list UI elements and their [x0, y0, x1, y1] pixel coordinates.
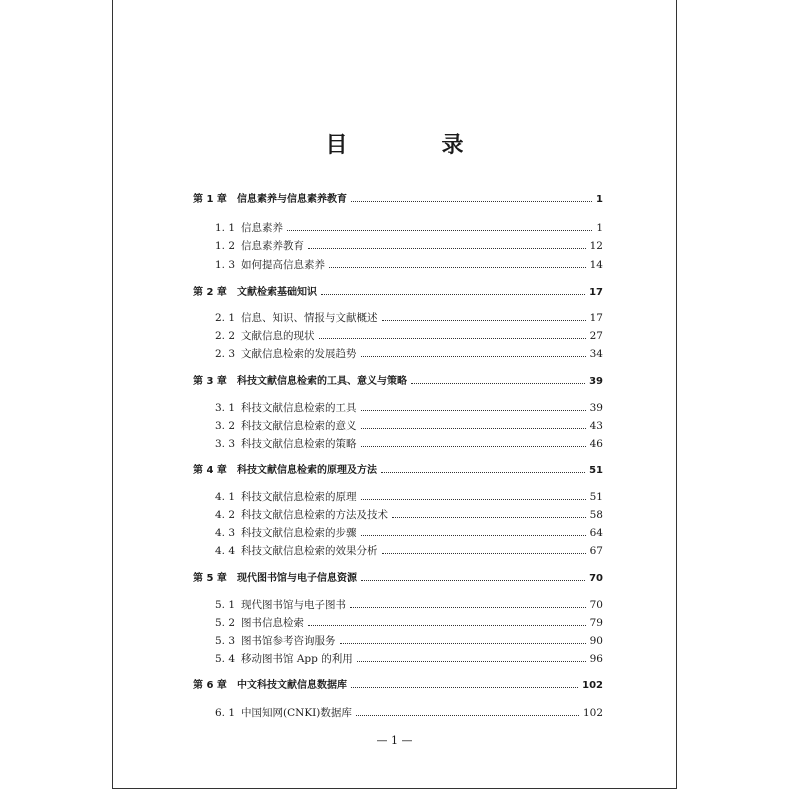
- entry-title: 信息素养教育: [241, 240, 304, 252]
- toc-section-entry: [215, 508, 603, 522]
- entry-page-number: 1: [596, 222, 603, 234]
- entry-title: 科技文献信息检索的策略: [241, 438, 357, 450]
- dot-leader: [361, 347, 586, 357]
- entry-title: 科技文献信息检索的步骤: [241, 527, 357, 539]
- dot-leader: [361, 571, 585, 581]
- entry-page-number: 17: [589, 312, 603, 324]
- toc-section-entry: [215, 239, 603, 253]
- toc-section-entry: [215, 258, 603, 272]
- toc-chapter-entry: [193, 678, 603, 693]
- toc-section-entry: [215, 706, 603, 720]
- book-page: [112, 0, 677, 789]
- dot-leader: [340, 634, 586, 644]
- entry-title: 科技文献信息检索的意义: [241, 420, 357, 432]
- entry-title: 文献信息检索的发展趋势: [241, 348, 357, 360]
- entry-number: 3. 3: [215, 438, 236, 450]
- entry-number: 4. 3: [215, 527, 236, 539]
- entry-page-number: 64: [589, 527, 603, 539]
- entry-title: 科技文献信息检索的原理: [241, 491, 357, 503]
- entry-page-number: 58: [589, 509, 603, 521]
- entry-title: 现代图书馆与电子信息资源: [237, 573, 357, 584]
- entry-number: 第 3 章: [193, 376, 227, 387]
- toc-section-entry: [215, 311, 603, 325]
- entry-page-number: 12: [589, 240, 603, 252]
- entry-page-number: 17: [589, 287, 603, 298]
- entry-number: 3. 1: [215, 402, 236, 414]
- entry-title: 文献检索基础知识: [237, 287, 317, 298]
- entry-page-number: 67: [589, 545, 603, 557]
- toc-section-entry: [215, 652, 603, 666]
- entry-title: 科技文献信息检索的效果分析: [241, 545, 378, 557]
- toc-section-entry: [215, 347, 603, 361]
- entry-page-number: 79: [589, 617, 603, 629]
- toc-section-entry: [215, 401, 603, 415]
- dot-leader: [381, 463, 585, 473]
- dot-leader: [411, 374, 585, 384]
- entry-title: 图书信息检索: [241, 617, 304, 629]
- entry-title: 科技文献信息检索的工具: [241, 402, 357, 414]
- entry-title: 科技文献信息检索的原理及方法: [237, 465, 377, 476]
- dot-leader: [361, 437, 586, 447]
- entry-number: 3. 2: [215, 420, 236, 432]
- entry-title: 移动图书馆 App 的利用: [241, 653, 353, 665]
- entry-number: 4. 2: [215, 509, 236, 521]
- entry-page-number: 1: [596, 194, 603, 205]
- dot-leader: [350, 598, 586, 608]
- dot-leader: [329, 258, 586, 268]
- entry-number: 5. 1: [215, 599, 236, 611]
- page-number: — 1 —: [376, 734, 413, 747]
- entry-number: 5. 4: [215, 653, 236, 665]
- entry-title: 如何提高信息素养: [241, 259, 325, 271]
- entry-title: 信息素养与信息素养教育: [237, 194, 347, 205]
- dot-leader: [321, 285, 585, 295]
- entry-number: 5. 2: [215, 617, 236, 629]
- entry-number: 1. 2: [215, 240, 236, 252]
- entry-title: 现代图书馆与电子图书: [241, 599, 346, 611]
- page-title: 目 录: [325, 133, 500, 158]
- entry-page-number: 39: [589, 402, 603, 414]
- entry-number: 5. 3: [215, 635, 236, 647]
- dot-leader: [319, 329, 586, 339]
- dot-leader: [308, 239, 586, 249]
- entry-title: 图书馆参考咨询服务: [241, 635, 336, 647]
- entry-page-number: 43: [589, 420, 603, 432]
- toc-section-entry: [215, 526, 603, 540]
- entry-title: 科技文献信息检索的工具、意义与策略: [237, 376, 407, 387]
- dot-leader: [287, 221, 592, 231]
- toc-chapter-entry: [193, 192, 603, 207]
- entry-number: 4. 4: [215, 545, 236, 557]
- entry-page-number: 96: [589, 653, 603, 665]
- entry-page-number: 27: [589, 330, 603, 342]
- toc-chapter-entry: [193, 571, 603, 586]
- entry-number: 6. 1: [215, 707, 236, 719]
- toc-section-entry: [215, 329, 603, 343]
- entry-page-number: 39: [589, 376, 603, 387]
- toc-section-entry: [215, 544, 603, 558]
- dot-leader: [351, 192, 592, 202]
- toc-section-entry: [215, 634, 603, 648]
- toc-section-entry: [215, 437, 603, 451]
- entry-title: 信息、知识、情报与文献概述: [241, 312, 378, 324]
- entry-number: 1. 3: [215, 259, 236, 271]
- toc-section-entry: [215, 598, 603, 612]
- dot-leader: [351, 678, 578, 688]
- dot-leader: [361, 401, 586, 411]
- entry-number: 2. 3: [215, 348, 236, 360]
- entry-number: 2. 1: [215, 312, 236, 324]
- entry-title: 中文科技文献信息数据库: [237, 680, 347, 691]
- entry-number: 1. 1: [215, 222, 236, 234]
- dot-leader: [361, 419, 586, 429]
- entry-number: 第 2 章: [193, 287, 227, 298]
- entry-page-number: 70: [589, 599, 603, 611]
- entry-title: 文献信息的现状: [241, 330, 315, 342]
- entry-page-number: 70: [589, 573, 603, 584]
- entry-page-number: 14: [589, 259, 603, 271]
- entry-page-number: 102: [582, 707, 603, 719]
- dot-leader: [382, 544, 586, 554]
- entry-number: 2. 2: [215, 330, 236, 342]
- toc-chapter-entry: [193, 463, 603, 478]
- entry-page-number: 46: [589, 438, 603, 450]
- dot-leader: [382, 311, 586, 321]
- entry-page-number: 102: [582, 680, 603, 691]
- entry-title: 信息素养: [241, 222, 283, 234]
- toc-section-entry: [215, 419, 603, 433]
- dot-leader: [357, 652, 586, 662]
- entry-number: 第 5 章: [193, 573, 227, 584]
- entry-number: 4. 1: [215, 491, 236, 503]
- entry-number: 第 1 章: [193, 194, 227, 205]
- dot-leader: [356, 706, 579, 716]
- entry-page-number: 34: [589, 348, 603, 360]
- toc-section-entry: [215, 221, 603, 235]
- entry-page-number: 51: [589, 491, 603, 503]
- entry-title: 科技文献信息检索的方法及技术: [241, 509, 388, 521]
- toc-section-entry: [215, 616, 603, 630]
- dot-leader: [361, 526, 586, 536]
- dot-leader: [308, 616, 586, 626]
- dot-leader: [392, 508, 586, 518]
- entry-title: 中国知网(CNKI)数据库: [241, 707, 352, 719]
- toc-section-entry: [215, 490, 603, 504]
- entry-number: 第 6 章: [193, 680, 227, 691]
- entry-number: 第 4 章: [193, 465, 227, 476]
- entry-page-number: 51: [589, 465, 603, 476]
- toc-chapter-entry: [193, 285, 603, 300]
- entry-page-number: 90: [589, 635, 603, 647]
- dot-leader: [361, 490, 586, 500]
- toc-chapter-entry: [193, 374, 603, 389]
